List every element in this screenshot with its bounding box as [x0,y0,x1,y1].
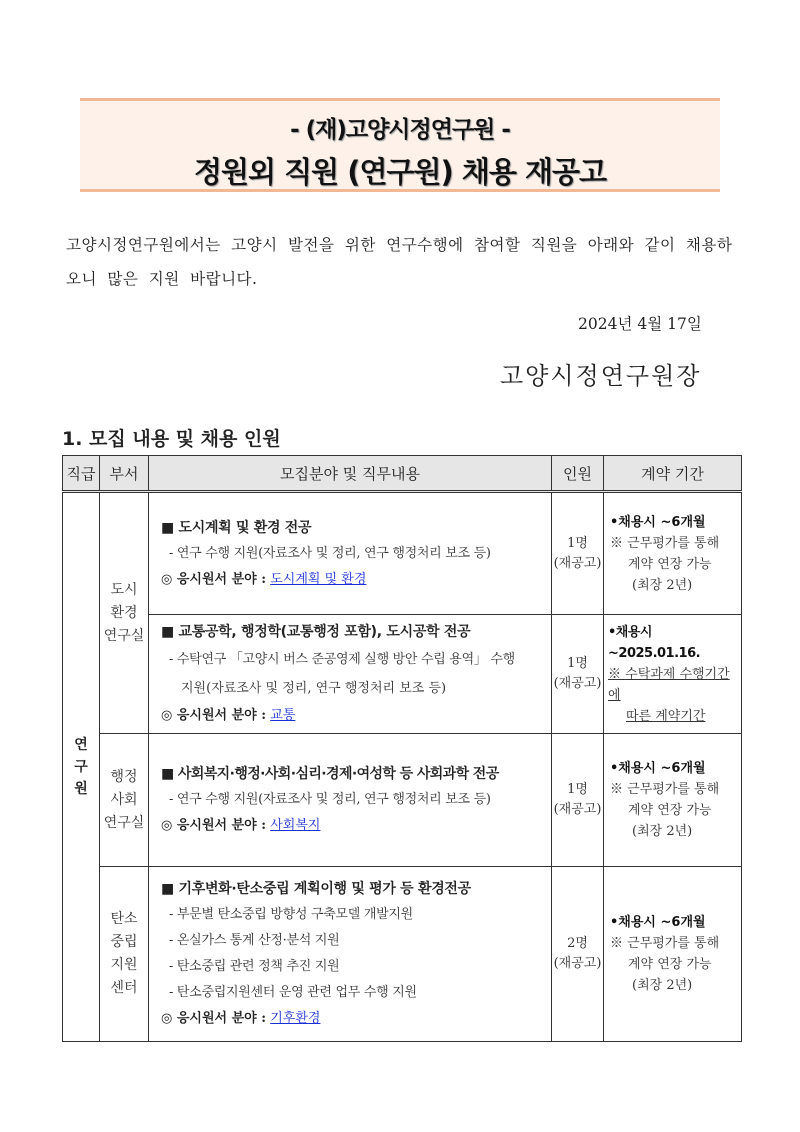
job-detail: - 수탁연구 「고양시 버스 준공영제 실행 방안 수립 용역」 수행 [169,652,515,667]
apply-label: ◎ 응시원서 분야 : [161,571,267,587]
count-note: (재공고) [553,676,602,691]
count: 2명 [567,936,588,951]
period-cell [604,615,742,734]
period-cell [604,492,742,615]
job-detail: - 온실가스 통계 산정·분석 지원 [169,933,340,948]
apply-label: ◎ 응시원서 분야 : [161,1011,267,1026]
table-row [63,734,742,867]
period-note: 계약 연장 가능 [628,803,712,818]
count-note: (재공고) [553,802,602,817]
count: 1명 [567,782,588,797]
period-cell [604,734,742,867]
dept-cell: 행정 사회 연구실 [100,734,149,867]
dept-cell: 도시 환경 연구실 [100,492,149,734]
job-detail: - 탄소중립지원센터 운영 관련 업무 수행 지원 [169,985,417,1000]
rank-cell: 연 구 원 [63,492,100,1042]
recruitment-table [62,455,742,1042]
title-banner [80,98,720,192]
header-rank: 직급 [63,456,100,492]
apply-label: ◎ 응시원서 분야 : [161,818,267,833]
table-row [63,492,742,615]
job-cell [149,734,552,867]
period: •채용시 ~6개월 [610,915,706,930]
table-header-row [63,456,742,492]
count: 1명 [567,656,588,671]
period: •채용시 ~6개월 [610,514,706,530]
period-note: ※ 수탁과제 수행기간에 [608,666,730,703]
job-detail: - 부문별 탄소중립 방향성 구축모델 개발지원 [169,907,413,922]
period-note: ※ 근무평가를 통해 [610,936,720,951]
period-cell [604,867,742,1042]
count: 1명 [567,535,588,551]
period-note: ※ 근무평가를 통해 [610,782,720,797]
period-note: 계약 연장 가능 [628,556,712,572]
count-cell [552,734,604,867]
period: •채용시~2025.01.16. [608,624,701,661]
job-title: ■ 사회복지·행정·사회·심리·경제·여성학 등 사회과학 전공 [161,766,499,782]
signer: 고양시정연구원장 [500,362,702,390]
job-detail: - 탄소중립 관련 정책 추진 지원 [169,959,340,974]
period: •채용시 ~6개월 [610,761,706,776]
table-row [63,615,742,734]
header-count: 인원 [552,456,604,492]
apply-link[interactable]: 교통 [270,708,296,723]
header-period: 계약 기간 [604,456,742,492]
period-note: (최장 2년) [632,824,693,839]
section-title: 1. 모집 내용 및 채용 인원 [62,428,281,450]
dept-cell: 탄소 중립 지원 센터 [100,867,149,1042]
count-cell [552,615,604,734]
header-dept: 부서 [100,456,149,492]
count-note: (재공고) [553,956,602,971]
job-title: ■ 교통공학, 행정학(교통행정 포함), 도시공학 전공 [161,624,471,640]
job-detail: - 연구 수행 지원(자료조사 및 정리, 연구 행정처리 보조 등) [169,545,491,561]
job-cell [149,867,552,1042]
org-title: - (재)고양시정연구원 - [290,117,510,143]
apply-link[interactable]: 기후환경 [270,1011,321,1026]
notice-date: 2024년 4월 17일 [578,315,702,333]
intro-text: 고양시정연구원에서는 고양시 발전을 위한 연구수행에 참여할 직원을 아래와 같이 채용하오니 많은 지원 바랍니다. [66,236,733,288]
period-note: ※ 근무평가를 통해 [610,535,720,551]
apply-label: ◎ 응시원서 분야 : [161,708,267,723]
job-cell [149,615,552,734]
period-note: (최장 2년) [632,577,693,593]
job-cell [149,492,552,615]
count-note: (재공고) [553,555,602,571]
job-title: ■ 도시계획 및 환경 전공 [161,519,312,536]
period-note: 따른 계약기간 [626,708,706,724]
count-cell [552,492,604,615]
notice-title: 정원외 직원 (연구원) 채용 재공고 [193,155,607,189]
job-title: ■ 기후변화·탄소중립 계획이행 및 평가 등 환경전공 [161,881,471,897]
table-row [63,867,742,1042]
job-detail: - 연구 수행 지원(자료조사 및 정리, 연구 행정처리 보조 등) [169,792,491,807]
period-note: 계약 연장 가능 [628,957,712,972]
header-field: 모집분야 및 직무내용 [149,456,552,492]
apply-link[interactable]: 도시계획 및 환경 [270,571,367,587]
apply-link[interactable]: 사회복지 [270,818,321,833]
job-detail: 지원(자료조사 및 정리, 연구 행정처리 보조 등) [181,681,447,696]
count-cell [552,867,604,1042]
period-note: (최장 2년) [632,978,693,993]
